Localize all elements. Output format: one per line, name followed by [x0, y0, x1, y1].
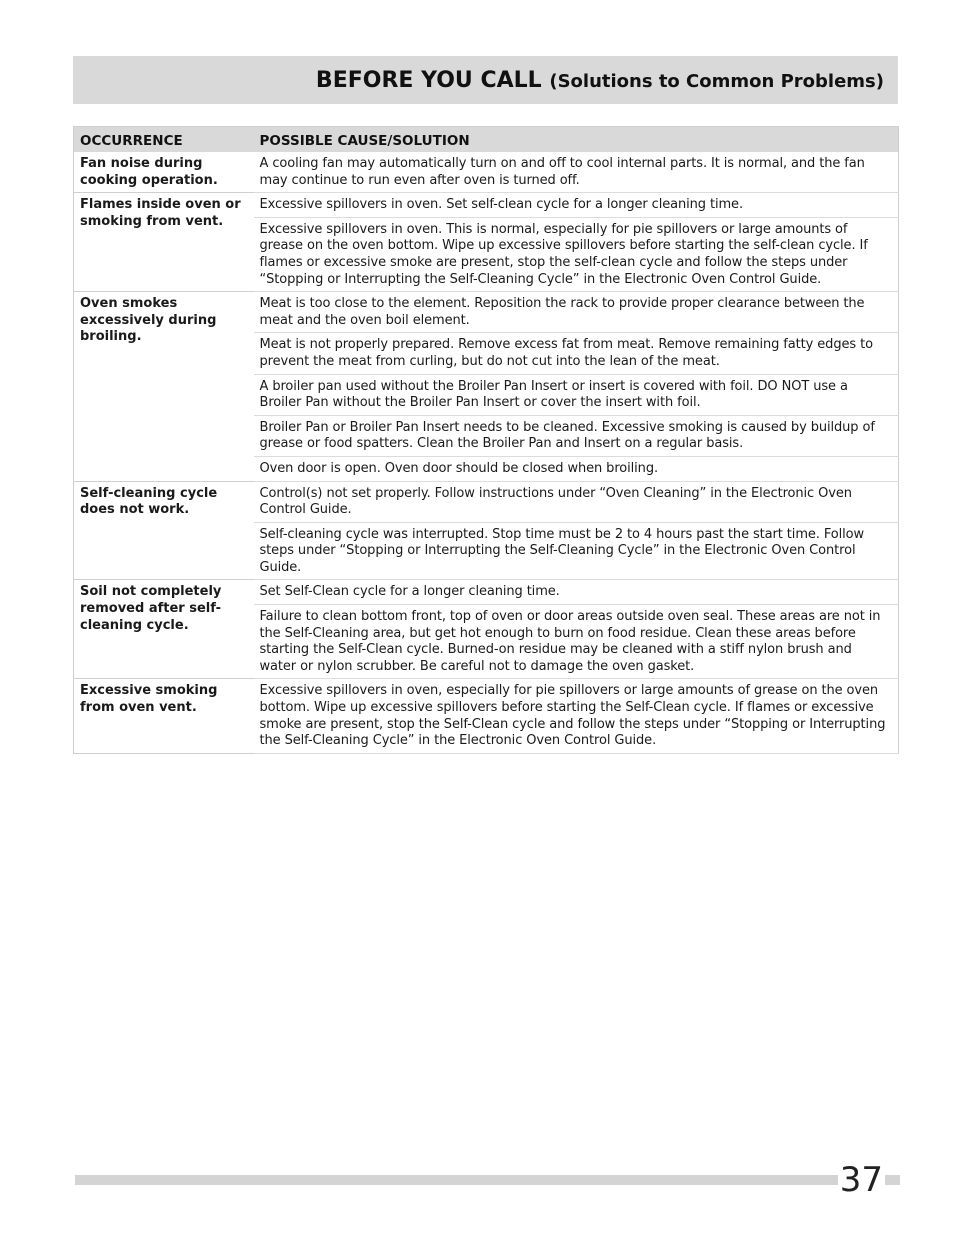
- table-row: [74, 580, 899, 605]
- solution-cell: Control(s) not set properly. Follow instructions under “Oven Cleaning” in the Electronic Oven Control Guide.: [254, 481, 899, 522]
- occurrence-cell: Excessive smoking from oven vent.: [74, 679, 254, 753]
- column-header-solution: POSSIBLE CAUSE/SOLUTION: [254, 127, 899, 153]
- table-row: [74, 193, 899, 218]
- table-header-row: [74, 127, 899, 153]
- page-subtitle: (Solutions to Common Problems): [549, 70, 884, 92]
- solution-cell: A cooling fan may automatically turn on and off to cool internal parts. It is normal, and the fan may continue to run even after oven is turned off.: [254, 152, 899, 193]
- solution-cell: Excessive spillovers in oven. Set self-clean cycle for a longer cleaning time.: [254, 193, 899, 218]
- solution-cell: Excessive spillovers in oven. This is normal, especially for pie spillovers or large amounts of grease on the oven bottom. Wipe up excessive spillovers before starting the self-clean cycle. If flames or excessive smoke are present, stop the self-clean cycle and follow the steps under “Stopping or Interrupting the Self-Cleaning Cycle” in the Electronic Oven Control Guide.: [254, 217, 899, 291]
- solution-cell: A broiler pan used without the Broiler Pan Insert or insert is covered with foil. DO NOT use a Broiler Pan without the Broiler Pan Insert or cover the insert with foil.: [254, 374, 899, 415]
- page-header: [73, 56, 898, 104]
- occurrence-cell: Fan noise during cooking operation.: [74, 152, 254, 193]
- page-title: [316, 68, 884, 93]
- table-row: [74, 679, 899, 753]
- solution-cell: Self-cleaning cycle was interrupted. Stop time must be 2 to 4 hours past the start time. Follow steps under “Stopping or Interrupting the Self-Cleaning Cycle” in the Electronic Oven Control Guide.: [254, 522, 899, 580]
- occurrence-cell: Flames inside oven or smoking from vent.: [74, 193, 254, 292]
- column-header-occurrence: OCCURRENCE: [74, 127, 254, 153]
- occurrence-cell: Oven smokes excessively during broiling.: [74, 292, 254, 481]
- occurrence-cell: Soil not completely removed after self-cleaning cycle.: [74, 580, 254, 679]
- solution-cell: Meat is too close to the element. Reposition the rack to provide proper clearance between the meat and the oven boil element.: [254, 292, 899, 333]
- occurrence-cell: Self-cleaning cycle does not work.: [74, 481, 254, 580]
- table-row: [74, 152, 899, 193]
- page-number: 37: [839, 1160, 883, 1200]
- solution-cell: Failure to clean bottom front, top of oven or door areas outside oven seal. These areas are not in the Self-Cleaning area, but get hot enough to burn on food residue. Clean these areas before starting the Self-Clean cycle. Burned-on residue may be cleaned with a stiff nylon brush and water or nylon scrubber. Be careful not to damage the oven gasket.: [254, 605, 899, 679]
- table-row: [74, 292, 899, 333]
- troubleshooting-table: [73, 126, 899, 754]
- footer-bar: [75, 1175, 900, 1185]
- solution-cell: Broiler Pan or Broiler Pan Insert needs to be cleaned. Excessive smoking is caused by buildup of grease or food spatters. Clean the Broiler Pan and Insert on a regular basis.: [254, 415, 899, 456]
- solution-cell: Excessive spillovers in oven, especially for pie spillovers or large amounts of grease on the oven bottom. Wipe up excessive spillovers before starting the Self-Clean cycle. If flames or excessive smoke are present, stop the Self-Clean cycle and follow the steps under “Stopping or Interrupting the Self-Cleaning Cycle” in the Electronic Oven Control Guide.: [254, 679, 899, 753]
- table-row: [74, 481, 899, 522]
- table-body: [74, 152, 899, 753]
- page-title-main: BEFORE YOU CALL: [315, 67, 542, 93]
- solution-cell: Meat is not properly prepared. Remove excess fat from meat. Remove remaining fatty edges to prevent the meat from curling, but do not cut into the lean of the meat.: [254, 333, 899, 374]
- solution-cell: Oven door is open. Oven door should be closed when broiling.: [254, 456, 899, 481]
- solution-cell: Set Self-Clean cycle for a longer cleaning time.: [254, 580, 899, 605]
